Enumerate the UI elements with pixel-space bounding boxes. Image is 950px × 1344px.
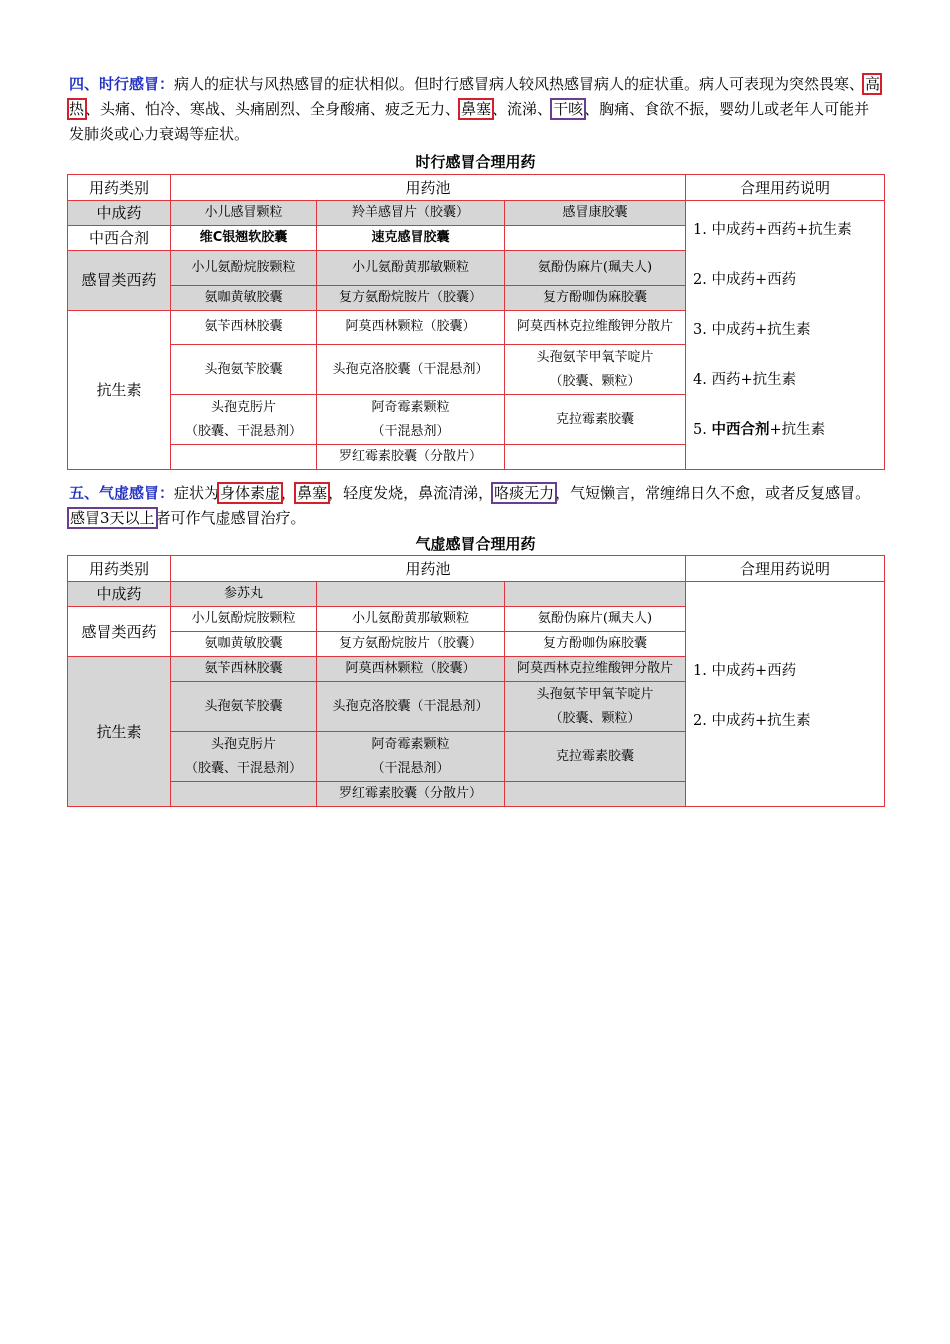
drug-cell: 复方氨酚烷胺片（胶囊）	[317, 632, 505, 657]
drug-cell: 小儿感冒颗粒	[171, 201, 317, 226]
drug-cell: 复方酚咖伪麻胶囊	[505, 632, 686, 657]
category-cell: 中西合剂	[68, 226, 171, 251]
drug-cell: 阿莫西林克拉维酸钾分散片	[505, 310, 686, 345]
drug-cell	[505, 582, 686, 607]
table-row	[68, 582, 885, 607]
drug-cell: 小儿氨酚黄那敏颗粒	[317, 251, 505, 286]
note-item: 1. 中成药+西药	[693, 663, 797, 679]
section5-text: ，轻度发烧，鼻流清涕，	[328, 484, 494, 502]
symptom-highlight: 干咳	[553, 100, 584, 118]
table1	[67, 174, 885, 470]
section4-text: 病人的症状与风热感冒的症状相似。但时行感冒病人较风热感冒病人的症状重。病人可表现为突然畏寒、	[174, 75, 865, 93]
drug-cell: 头孢氨苄甲氧苄啶片 （胶囊、颗粒）	[505, 682, 686, 732]
section5-text: 者可作气虚感冒治疗。	[155, 509, 306, 527]
drug-cell: 维C银翘软胶囊	[171, 226, 317, 251]
note-item: 4. 西药+抗生素	[693, 372, 797, 388]
drug-cell: 头孢克肟片 （胶囊、干混悬剂）	[171, 732, 317, 782]
symptom-highlight: 感冒3天以上	[70, 509, 155, 527]
category-cell: 中成药	[68, 201, 171, 226]
category-cell: 抗生素	[68, 310, 171, 470]
drug-cell: 头孢克肟片 （胶囊、干混悬剂）	[171, 395, 317, 445]
symptom-highlight: 咯痰无力	[494, 484, 555, 502]
category-cell: 感冒类西药	[68, 251, 171, 311]
drug-cell: 头孢克洛胶囊（干混悬剂）	[317, 682, 505, 732]
drug-cell: 参苏丸	[171, 582, 317, 607]
symptom-highlight: 高热	[69, 75, 881, 118]
drug-cell: 小儿氨酚烷胺颗粒	[171, 251, 317, 286]
category-cell: 中成药	[68, 582, 171, 607]
drug-cell: 头孢氨苄甲氧苄啶片 （胶囊、颗粒）	[505, 345, 686, 395]
category-cell: 感冒类西药	[68, 607, 171, 657]
drug-cell: 阿莫西林颗粒（胶囊）	[317, 310, 505, 345]
drug-cell: 克拉霉素胶囊	[505, 395, 686, 445]
table1-title: 时行感冒合理用药	[415, 153, 536, 171]
drug-cell: 氨苄西林胶囊	[171, 310, 317, 345]
note-item: 1. 中成药+西药+抗生素	[693, 222, 852, 238]
notes-cell	[686, 201, 885, 470]
drug-cell: 小儿氨酚烷胺颗粒	[171, 607, 317, 632]
drug-cell: 头孢氨苄胶囊	[171, 682, 317, 732]
drug-cell	[505, 226, 686, 251]
table-header-row	[68, 556, 885, 582]
section5-paragraph	[69, 481, 884, 531]
drug-cell	[171, 782, 317, 807]
drug-cell: 复方氨酚烷胺片（胶囊）	[317, 285, 505, 310]
drug-cell: 小儿氨酚黄那敏颗粒	[317, 607, 505, 632]
drug-cell: 氨苄西林胶囊	[171, 657, 317, 682]
note-item: 3. 中成药+抗生素	[693, 322, 811, 338]
table-header-row	[68, 175, 885, 201]
section5-text: ，	[281, 484, 297, 502]
section4-text: 、流涕、	[492, 100, 553, 118]
header-pool: 用药池	[171, 556, 686, 582]
header-category: 用药类别	[68, 175, 171, 201]
section4-text: 、胸痛、食欲不振，婴幼儿或老年人可能并发肺炎或心力衰竭等症状。	[69, 100, 870, 143]
header-pool: 用药池	[171, 175, 686, 201]
drug-cell: 阿奇霉素颗粒 （干混悬剂）	[317, 395, 505, 445]
drug-cell: 头孢克洛胶囊（干混悬剂）	[317, 345, 505, 395]
note-item: 2. 中成药+西药	[693, 272, 797, 288]
symptom-highlight: 身体素虚	[220, 484, 281, 502]
drug-cell: 感冒康胶囊	[505, 201, 686, 226]
drug-cell: 氨酚伪麻片(珮夫人)	[505, 251, 686, 286]
table-row	[68, 201, 885, 226]
category-cell: 抗生素	[68, 657, 171, 807]
section4-text: 、头痛、怕冷、寒战、头痛剧烈、全身酸痛、疲乏无力、	[85, 100, 461, 118]
drug-cell: 罗红霉素胶囊（分散片）	[317, 782, 505, 807]
drug-cell	[171, 445, 317, 470]
drug-cell: 克拉霉素胶囊	[505, 732, 686, 782]
drug-cell: 阿莫西林颗粒（胶囊）	[317, 657, 505, 682]
drug-cell: 氨咖黄敏胶囊	[171, 632, 317, 657]
drug-cell: 氨咖黄敏胶囊	[171, 285, 317, 310]
table2	[67, 555, 885, 807]
drug-cell	[505, 782, 686, 807]
drug-cell: 羚羊感冒片（胶囊）	[317, 201, 505, 226]
drug-cell: 氨酚伪麻片(珮夫人)	[505, 607, 686, 632]
drug-cell: 速克感冒胶囊	[317, 226, 505, 251]
table2-title: 气虚感冒合理用药	[415, 535, 536, 553]
header-category: 用药类别	[68, 556, 171, 582]
drug-cell: 阿奇霉素颗粒 （干混悬剂）	[317, 732, 505, 782]
section4-paragraph	[69, 72, 884, 147]
header-notes: 合理用药说明	[686, 556, 885, 582]
section5-text: ，气短懒言，常缠绵日久不愈，或者反复感冒。	[555, 484, 871, 502]
symptom-highlight: 鼻塞	[461, 100, 492, 118]
section5-text: 症状为	[174, 484, 220, 502]
drug-cell: 头孢氨苄胶囊	[171, 345, 317, 395]
drug-cell	[505, 445, 686, 470]
section5-heading: 五、气虚感冒：	[69, 484, 175, 502]
header-notes: 合理用药说明	[686, 175, 885, 201]
drug-cell: 罗红霉素胶囊（分散片）	[317, 445, 505, 470]
note-item: 5. 中西合剂+抗生素	[693, 422, 826, 438]
drug-cell: 阿莫西林克拉维酸钾分散片	[505, 657, 686, 682]
note-bold: 中西合剂	[711, 422, 770, 438]
notes-cell	[686, 582, 885, 807]
symptom-highlight: 鼻塞	[297, 484, 328, 502]
section4-heading: 四、时行感冒：	[69, 75, 175, 93]
drug-cell: 复方酚咖伪麻胶囊	[505, 285, 686, 310]
note-item: 2. 中成药+抗生素	[693, 713, 811, 729]
drug-cell	[317, 582, 505, 607]
